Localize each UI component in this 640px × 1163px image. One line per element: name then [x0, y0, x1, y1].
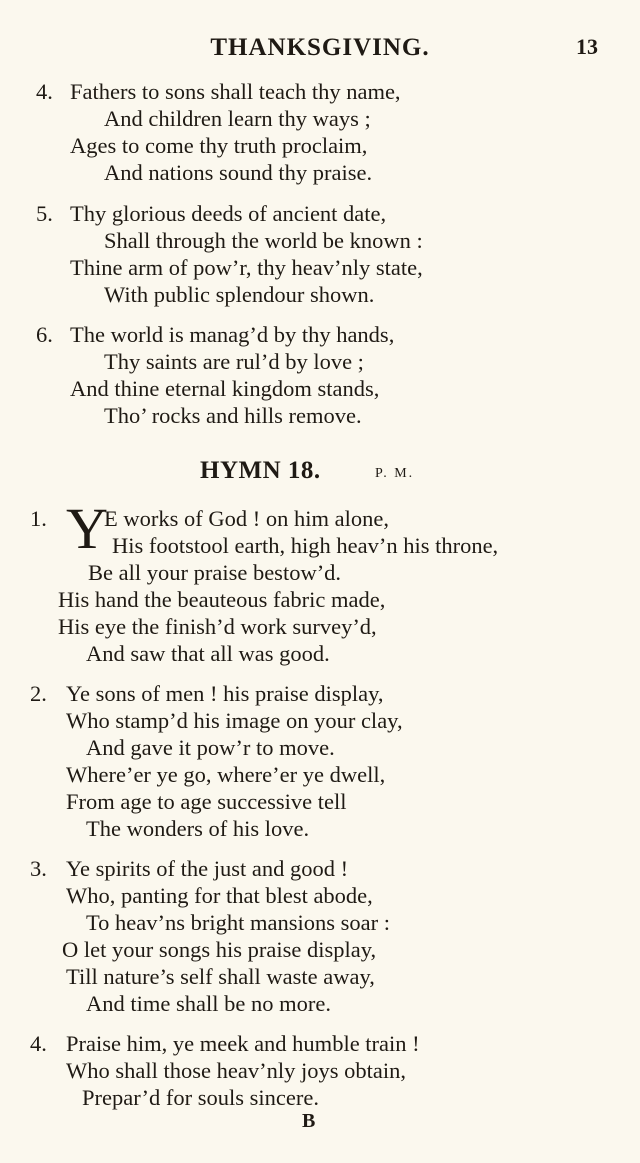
verse-line: His footstool earth, high heav’n his throne,	[112, 533, 499, 558]
verse-line: And saw that all was good.	[86, 641, 330, 666]
verse-line: Who shall those heav’nly joys obtain,	[66, 1058, 406, 1083]
verse-line: Where’er ye go, where’er ye dwell,	[66, 762, 386, 787]
verse-line: And nations sound thy praise.	[104, 160, 373, 185]
verse-line: Thy saints are rul’d by love ;	[104, 349, 364, 374]
verse-line: Who stamp’d his image on your clay,	[66, 708, 403, 733]
verse-line: Thy glorious deeds of ancient date,	[70, 201, 387, 226]
verse-number: 4.	[30, 1031, 47, 1056]
verse-line: His eye the finish’d work survey’d,	[58, 614, 377, 639]
verse-line: Shall through the world be known :	[104, 228, 423, 253]
verse-number: 5.	[36, 201, 53, 226]
verse-line: Who, panting for that blest abode,	[66, 883, 373, 908]
verse-line: Ye spirits of the just and good !	[66, 856, 349, 881]
hymn-title: HYMN 18.	[200, 457, 321, 484]
verse-line: Thine arm of pow’r, thy heav’nly state,	[70, 255, 423, 280]
verse-line: The world is manag’d by thy hands,	[70, 322, 395, 347]
verse-line: And gave it pow’r to move.	[86, 735, 335, 760]
verse-line: And children learn thy ways ;	[104, 106, 371, 131]
verse-line: Ages to come thy truth proclaim,	[70, 133, 368, 158]
verse-number: 4.	[36, 79, 53, 104]
verse-line: To heav’ns bright mansions soar :	[86, 910, 391, 935]
verse-line: E works of God ! on him alone,	[104, 506, 389, 531]
verse-line: Tho’ rocks and hills remove.	[104, 403, 362, 428]
verse-line: With public splendour shown.	[104, 282, 375, 307]
verse-number: 2.	[30, 681, 47, 706]
verse-line: O let your songs his praise display,	[62, 937, 377, 962]
verse-line: From age to age successive tell	[66, 789, 347, 814]
verse-line: The wonders of his love.	[86, 816, 310, 841]
verse-number: 3.	[30, 856, 47, 881]
verse-line: Be all your praise bestow’d.	[88, 560, 342, 585]
verse-line: Ye sons of men ! his praise display,	[66, 681, 384, 706]
verse-number: 1.	[30, 506, 47, 531]
verse-number: 6.	[36, 322, 53, 347]
verse-line: Till nature’s self shall waste away,	[66, 964, 375, 989]
page-number: 13	[576, 34, 598, 59]
verse-line: And time shall be no more.	[86, 991, 331, 1016]
verse-line: Praise him, ye meek and humble train !	[66, 1031, 420, 1056]
signature-mark: B	[302, 1110, 316, 1132]
hymn-meter: P. M.	[375, 466, 415, 481]
verse-line: Prepar’d for souls sincere.	[82, 1085, 320, 1110]
verse-line: Fathers to sons shall teach thy name,	[70, 79, 401, 104]
running-head: THANKSGIVING.	[210, 34, 430, 61]
drop-cap: Y	[66, 496, 108, 561]
verse-line: His hand the beauteous fabric made,	[58, 587, 386, 612]
verse-line: And thine eternal kingdom stands,	[70, 376, 380, 401]
